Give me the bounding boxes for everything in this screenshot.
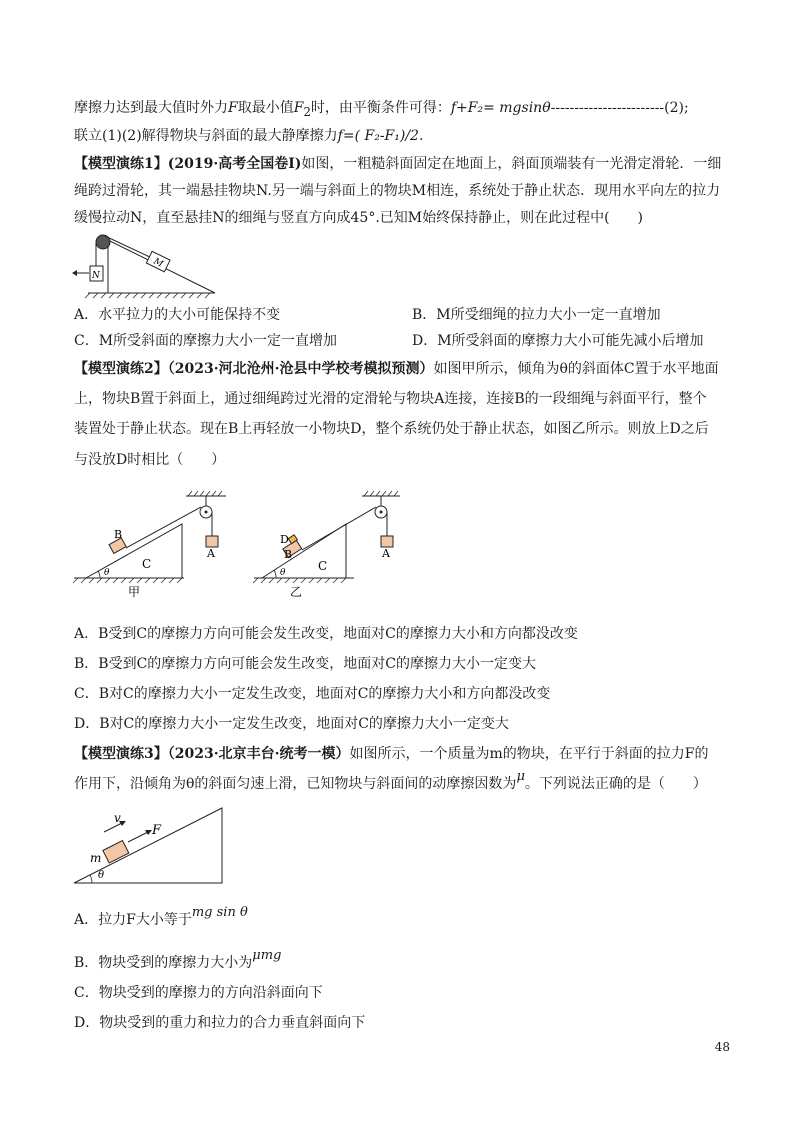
subscript: 2 xyxy=(303,104,311,119)
q3-figure xyxy=(72,806,232,886)
question-text: 。下列说法正确的是（ ） xyxy=(524,776,707,792)
ceiling-hatch xyxy=(188,491,222,496)
label-M: M xyxy=(151,256,165,270)
intro-text: 时，由平衡条件可得： xyxy=(310,100,451,116)
label-C: C xyxy=(142,557,152,571)
question-source: （2023·北京丰台·统考一模） xyxy=(167,746,350,762)
q3-option-c[interactable]: C．物块受到的摩擦力的方向沿斜面向下 xyxy=(74,985,323,1001)
equation: f=( F₂-F₁)/2. xyxy=(337,128,424,144)
label-A: A xyxy=(207,547,215,560)
ceiling-hatch xyxy=(364,491,398,496)
intro-text: 取最小值 xyxy=(237,100,294,116)
q1-line-1 xyxy=(74,154,734,174)
page-number: 48 xyxy=(714,1040,730,1054)
block-A xyxy=(206,536,218,547)
question-text: 如图所示，一个质量为m的物块，在平行于斜面的拉力F的 xyxy=(349,746,709,762)
label-theta: θ xyxy=(98,870,105,881)
block-A xyxy=(381,536,393,547)
incline-C xyxy=(86,524,182,578)
q1-figure xyxy=(80,228,230,296)
q1-line-2: 绳跨过滑轮，其一端悬挂物块N.另一端与斜面上的物块M相连，系统处于静止状态．现用水平向左的拉力 xyxy=(74,183,721,199)
intro-text: 联立(1)(2)解得物块与斜面的最大静摩擦力 xyxy=(74,128,338,144)
intro-line-1 xyxy=(74,98,734,122)
label-theta: θ xyxy=(280,568,286,578)
question-source: (2019·高考全国卷Ⅰ) xyxy=(167,156,302,172)
equation: f+F₂= mgsinθ xyxy=(450,100,551,116)
option-text: B．物块受到的摩擦力大小为 xyxy=(74,955,253,971)
label-B: B xyxy=(284,548,293,561)
question-text: 作用下，沿倾角为θ的斜面匀速上滑，已知物块与斜面间的动摩擦因数为 xyxy=(74,776,517,792)
q1-option-b[interactable]: B．M所受细绳的拉力大小一定一直增加 xyxy=(412,307,661,323)
q3-option-d[interactable]: D．物块受到的重力和拉力的合力垂直斜面向下 xyxy=(74,1015,366,1031)
q2-line-1 xyxy=(74,359,734,379)
q3-option-b[interactable] xyxy=(74,948,282,974)
ground-hatch xyxy=(73,578,182,583)
arrow-head xyxy=(72,270,77,276)
q2-line-4: 与没放D时相比（ ） xyxy=(74,452,226,468)
option-text: A．拉力F大小等于 xyxy=(74,912,192,928)
incline xyxy=(74,808,222,883)
symbol-mu: μ xyxy=(516,769,525,784)
q3-line-2 xyxy=(74,769,734,795)
pulley-axle xyxy=(380,511,383,514)
question-source: （2023·河北沧州·沧县中学校考模拟预测） xyxy=(167,361,434,377)
option-math: mg sin θ xyxy=(191,905,248,920)
symbol-F2: F xyxy=(293,100,304,116)
q1-option-c[interactable]: C．M所受斜面的摩擦力大小一定一直增加 xyxy=(74,333,338,349)
label-A: A xyxy=(382,547,390,560)
question-text: 如图，一粗糙斜面固定在地面上，斜面顶端装有一光滑定滑轮．一细 xyxy=(301,156,722,172)
q2-line-2: 上，物块B置于斜面上，通过细绳跨过光滑的定滑轮与物块A连接，连接B的一段细绳与斜面平行，整个 xyxy=(74,391,707,407)
label-theta: θ xyxy=(104,568,110,578)
q2-option-c[interactable]: C．B对C的摩擦力大小一定发生改变，地面对C的摩擦力大小和方向都没改变 xyxy=(74,686,551,702)
ground-hatch xyxy=(253,578,346,583)
q1-line-3: 缓慢拉动N，直至悬挂N的细绳与竖直方向成45°.已知M始终保持静止，则在此过程中( ) xyxy=(74,210,644,226)
pulley-axle xyxy=(205,511,208,514)
q2-option-d[interactable]: D．B对C的摩擦力大小一定发生改变，地面对C的摩擦力大小一定变大 xyxy=(74,716,509,732)
q3-line-1 xyxy=(74,744,734,764)
label-C: C xyxy=(318,559,328,573)
symbol-F: F xyxy=(228,100,238,116)
caption-jia: 甲 xyxy=(128,585,141,599)
label-B: B xyxy=(114,528,123,541)
label-m: m xyxy=(90,851,102,865)
question-tag: 【模型演练2】 xyxy=(74,361,168,377)
label-D: D xyxy=(280,533,289,546)
question-tag: 【模型演练1】 xyxy=(74,156,168,172)
label-N: N xyxy=(92,271,100,281)
q1-option-a[interactable]: A．水平拉力的大小可能保持不变 xyxy=(74,307,281,323)
q2-figure-jia xyxy=(70,490,230,600)
intro-text: 摩擦力达到最大值时外力 xyxy=(74,100,228,116)
option-math: μmg xyxy=(252,948,282,963)
q2-line-3: 装置处于静止状态。现在B上再轻放一小物块D，整个系统仍处于静止状态，如图乙所示。则放上D之后 xyxy=(74,421,709,437)
q2-option-a[interactable]: A．B受到C的摩擦力方向可能会发生改变，地面对C的摩擦力大小和方向都没改变 xyxy=(74,626,578,642)
label-v: v xyxy=(114,811,121,825)
q2-figure-yi xyxy=(250,490,410,600)
q3-option-a[interactable] xyxy=(74,905,248,931)
label-F: F xyxy=(152,823,162,838)
q2-option-b[interactable]: B．B受到C的摩擦力方向可能会发生改变，地面对C的摩擦力大小一定变大 xyxy=(74,656,536,672)
intro-line-2 xyxy=(74,126,734,146)
ground-hatch xyxy=(85,293,210,298)
question-tag: 【模型演练3】 xyxy=(74,746,168,762)
equation-label: ------------------------(2); xyxy=(550,100,689,116)
question-text: 如图甲所示，倾角为θ的斜面体C置于水平地面 xyxy=(433,361,719,377)
q1-option-d[interactable]: D．M所受斜面的摩擦力大小可能先减小后增加 xyxy=(412,333,704,349)
caption-yi: 乙 xyxy=(290,585,303,599)
